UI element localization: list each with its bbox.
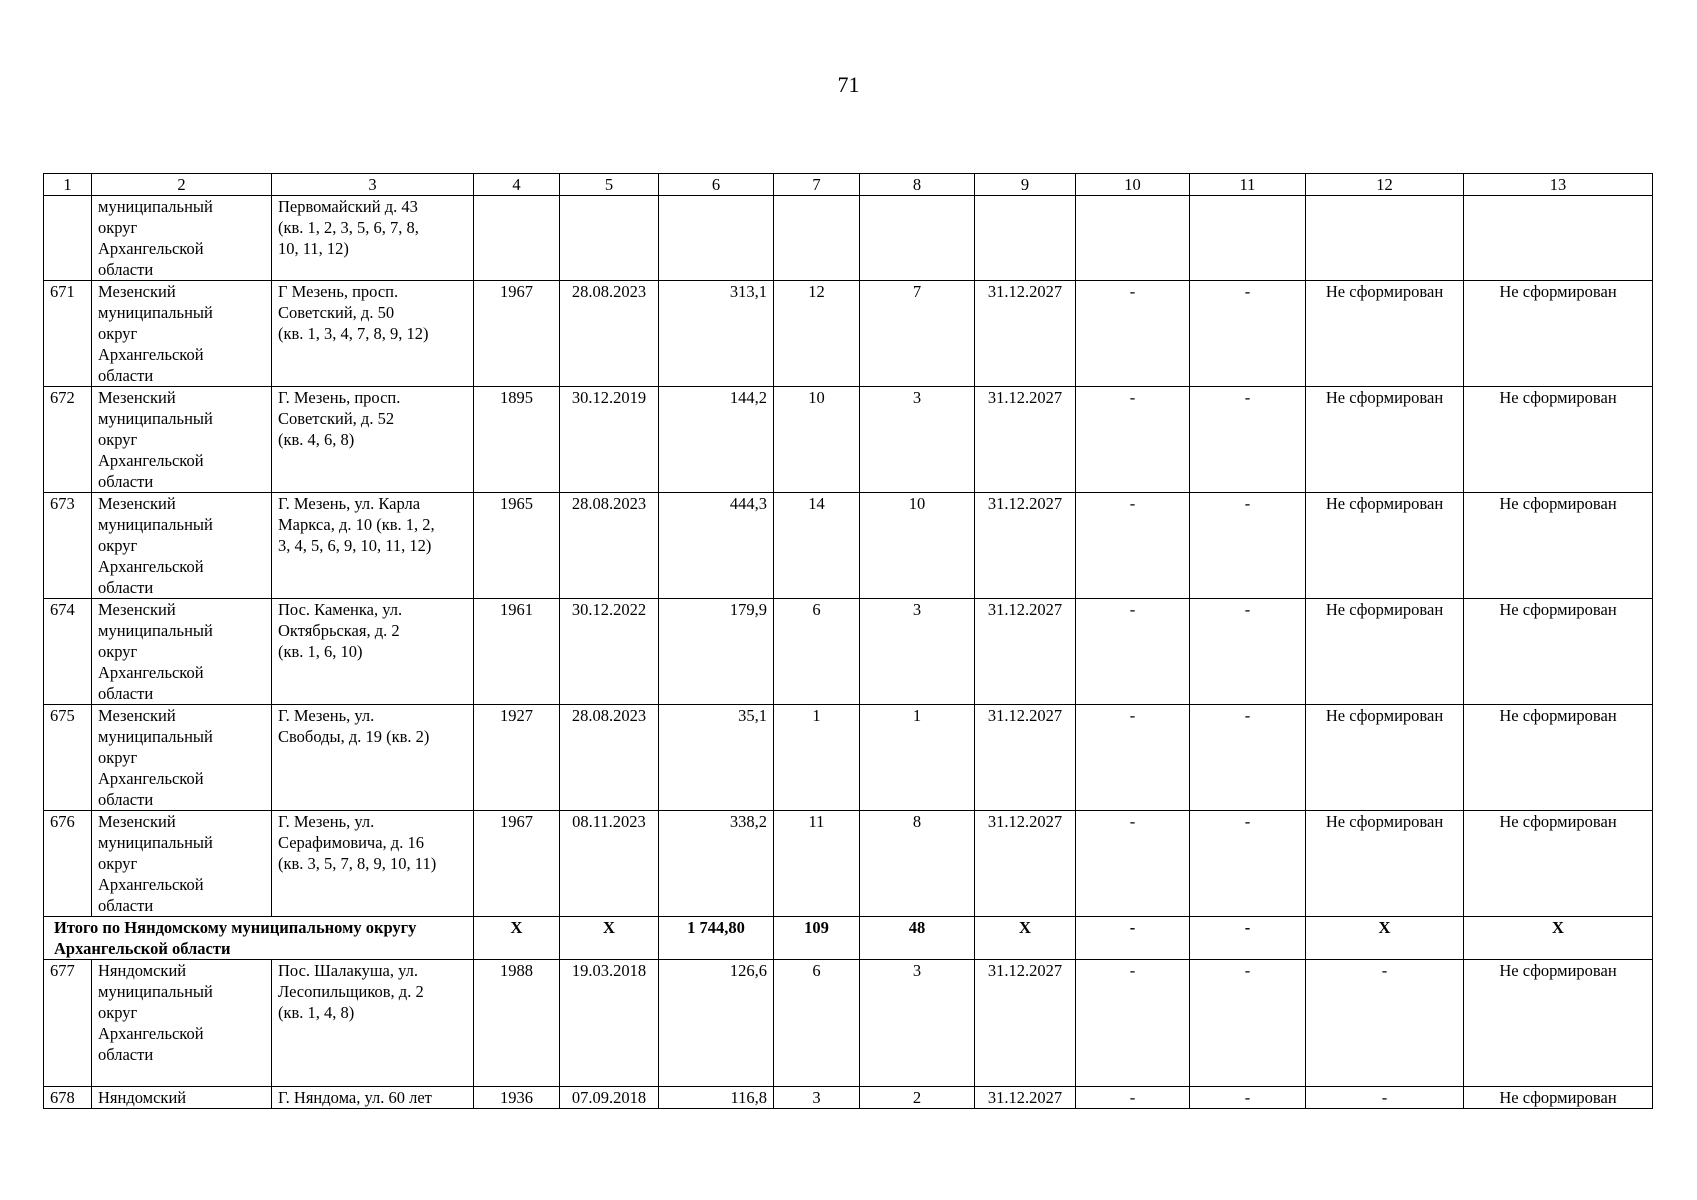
- year-cell: 1967: [474, 281, 560, 387]
- people-cell: 11: [774, 811, 860, 917]
- row-number: 675: [44, 705, 92, 811]
- col12-cell: Не сформирован: [1306, 387, 1464, 493]
- year-cell: 1988: [474, 960, 560, 1087]
- address-cell: Г. Мезень, ул. Свободы, д. 19 (кв. 2): [272, 705, 474, 811]
- col12-cell: Не сформирован: [1306, 811, 1464, 917]
- date-cell: 19.03.2018: [560, 960, 659, 1087]
- col13-cell: Не сформирован: [1464, 599, 1653, 705]
- deadline-cell: 31.12.2027: [975, 705, 1076, 811]
- people-cell: 3: [774, 1087, 860, 1109]
- row-number: 673: [44, 493, 92, 599]
- people-cell: 6: [774, 599, 860, 705]
- date-cell: 28.08.2023: [560, 281, 659, 387]
- col12-cell: Не сформирован: [1306, 493, 1464, 599]
- municipality-cell: Мезенский муниципальный округ Архангельской области: [92, 811, 272, 917]
- area-cell: 35,1: [659, 705, 774, 811]
- address-cell: Г Мезень, просп. Советский, д. 50 (кв. 1, 3, 4, 7, 8, 9, 12): [272, 281, 474, 387]
- people-cell: 6: [774, 960, 860, 1087]
- area-cell: 144,2: [659, 387, 774, 493]
- col10-cell: -: [1076, 811, 1190, 917]
- row-number: [44, 196, 92, 281]
- col12-cell: Не сформирован: [1306, 281, 1464, 387]
- table-row: [44, 281, 1653, 387]
- area-cell: 116,8: [659, 1087, 774, 1109]
- municipality-cell: Няндомский: [92, 1087, 272, 1109]
- col10-cell: -: [1076, 493, 1190, 599]
- address-cell: Г. Няндома, ул. 60 лет: [272, 1087, 474, 1109]
- col11-cell: -: [1190, 811, 1306, 917]
- column-header: 7: [774, 174, 860, 196]
- col13-cell: Не сформирован: [1464, 281, 1653, 387]
- col11-cell: -: [1190, 387, 1306, 493]
- col13-cell: Не сформирован: [1464, 387, 1653, 493]
- col10-cell: -: [1076, 1087, 1190, 1109]
- table-row: [44, 1087, 1653, 1109]
- total-col12: X: [1306, 917, 1464, 960]
- total-date: X: [560, 917, 659, 960]
- total-year: X: [474, 917, 560, 960]
- total-row: [44, 917, 1653, 960]
- column-number-row: [44, 174, 1653, 196]
- table-row: [44, 196, 1653, 281]
- table-row: [44, 599, 1653, 705]
- year-cell: 1961: [474, 599, 560, 705]
- col12-cell: Не сформирован: [1306, 599, 1464, 705]
- address-cell: Г. Мезень, ул. Карла Маркса, д. 10 (кв. 1, 2, 3, 4, 5, 6, 9, 10, 11, 12): [272, 493, 474, 599]
- people-cell: 14: [774, 493, 860, 599]
- deadline-cell: 31.12.2027: [975, 811, 1076, 917]
- area-cell: 179,9: [659, 599, 774, 705]
- municipality-cell: Мезенский муниципальный округ Архангельской области: [92, 281, 272, 387]
- deadline-cell: 31.12.2027: [975, 493, 1076, 599]
- column-header: 8: [860, 174, 975, 196]
- column-header: 5: [560, 174, 659, 196]
- col13-cell: Не сформирован: [1464, 1087, 1653, 1109]
- apartments-cell: 3: [860, 387, 975, 493]
- table-row: [44, 493, 1653, 599]
- column-header: 9: [975, 174, 1076, 196]
- municipality-cell: Мезенский муниципальный округ Архангельской области: [92, 599, 272, 705]
- col12-cell: -: [1306, 960, 1464, 1087]
- deadline-cell: 31.12.2027: [975, 281, 1076, 387]
- total-col11: -: [1190, 917, 1306, 960]
- col10-cell: -: [1076, 705, 1190, 811]
- year-cell: 1936: [474, 1087, 560, 1109]
- area-cell: 444,3: [659, 493, 774, 599]
- col13-cell: Не сформирован: [1464, 811, 1653, 917]
- column-header: 3: [272, 174, 474, 196]
- column-header: 6: [659, 174, 774, 196]
- col11-cell: -: [1190, 493, 1306, 599]
- address-cell: Г. Мезень, просп. Советский, д. 52 (кв. 4, 6, 8): [272, 387, 474, 493]
- year-cell: 1965: [474, 493, 560, 599]
- total-deadline: X: [975, 917, 1076, 960]
- column-header: 13: [1464, 174, 1653, 196]
- col11-cell: -: [1190, 1087, 1306, 1109]
- row-number: 677: [44, 960, 92, 1087]
- address-cell: Пос. Шалакуша, ул. Лесопильщиков, д. 2 (кв. 1, 4, 8): [272, 960, 474, 1087]
- col13-cell: Не сформирован: [1464, 960, 1653, 1087]
- year-cell: 1895: [474, 387, 560, 493]
- column-header: 1: [44, 174, 92, 196]
- row-number: 672: [44, 387, 92, 493]
- date-cell: 28.08.2023: [560, 705, 659, 811]
- housing-registry-table: [43, 173, 1653, 1109]
- municipality-cell: Няндомский муниципальный округ Архангельской области: [92, 960, 272, 1087]
- total-col10: -: [1076, 917, 1190, 960]
- date-cell: 30.12.2019: [560, 387, 659, 493]
- people-cell: 12: [774, 281, 860, 387]
- row-number: 674: [44, 599, 92, 705]
- page-number: 71: [837, 72, 860, 97]
- deadline-cell: 31.12.2027: [975, 960, 1076, 1087]
- col10-cell: -: [1076, 599, 1190, 705]
- column-header: 4: [474, 174, 560, 196]
- col11-cell: -: [1190, 960, 1306, 1087]
- apartments-cell: 1: [860, 705, 975, 811]
- area-cell: 338,2: [659, 811, 774, 917]
- row-number: 671: [44, 281, 92, 387]
- col11-cell: -: [1190, 281, 1306, 387]
- total-people: 109: [774, 917, 860, 960]
- column-header: 2: [92, 174, 272, 196]
- apartments-cell: 7: [860, 281, 975, 387]
- column-header: 11: [1190, 174, 1306, 196]
- total-area: 1 744,80: [659, 917, 774, 960]
- apartments-cell: 3: [860, 599, 975, 705]
- date-cell: 07.09.2018: [560, 1087, 659, 1109]
- row-number: 678: [44, 1087, 92, 1109]
- apartments-cell: 2: [860, 1087, 975, 1109]
- total-label: Итого по Няндомскому муниципальному округу Архангельской области: [44, 917, 474, 960]
- people-cell: 10: [774, 387, 860, 493]
- col12-cell: Не сформирован: [1306, 705, 1464, 811]
- col13-cell: Не сформирован: [1464, 493, 1653, 599]
- col10-cell: -: [1076, 281, 1190, 387]
- date-cell: 28.08.2023: [560, 493, 659, 599]
- table-row: [44, 387, 1653, 493]
- date-cell: 30.12.2022: [560, 599, 659, 705]
- total-col13: X: [1464, 917, 1653, 960]
- people-cell: 1: [774, 705, 860, 811]
- column-header: 12: [1306, 174, 1464, 196]
- municipality-cell: Мезенский муниципальный округ Архангельской области: [92, 387, 272, 493]
- apartments-cell: 3: [860, 960, 975, 1087]
- col11-cell: -: [1190, 599, 1306, 705]
- year-cell: 1967: [474, 811, 560, 917]
- column-header: 10: [1076, 174, 1190, 196]
- col12-cell: -: [1306, 1087, 1464, 1109]
- row-number: 676: [44, 811, 92, 917]
- municipality-cell: муниципальный округ Архангельской области: [92, 196, 272, 281]
- municipality-cell: Мезенский муниципальный округ Архангельской области: [92, 705, 272, 811]
- date-cell: 08.11.2023: [560, 811, 659, 917]
- col10-cell: -: [1076, 960, 1190, 1087]
- address-cell: Пос. Каменка, ул. Октябрьская, д. 2 (кв. 1, 6, 10): [272, 599, 474, 705]
- col10-cell: -: [1076, 387, 1190, 493]
- table-row: [44, 811, 1653, 917]
- area-cell: 313,1: [659, 281, 774, 387]
- col13-cell: Не сформирован: [1464, 705, 1653, 811]
- apartments-cell: 8: [860, 811, 975, 917]
- address-cell: Первомайский д. 43 (кв. 1, 2, 3, 5, 6, 7, 8, 10, 11, 12): [272, 196, 474, 281]
- area-cell: 126,6: [659, 960, 774, 1087]
- table-row: [44, 960, 1653, 1087]
- address-cell: Г. Мезень, ул. Серафимовича, д. 16 (кв. 3, 5, 7, 8, 9, 10, 11): [272, 811, 474, 917]
- deadline-cell: 31.12.2027: [975, 1087, 1076, 1109]
- total-apartments: 48: [860, 917, 975, 960]
- municipality-cell: Мезенский муниципальный округ Архангельской области: [92, 493, 272, 599]
- year-cell: 1927: [474, 705, 560, 811]
- deadline-cell: 31.12.2027: [975, 599, 1076, 705]
- apartments-cell: 10: [860, 493, 975, 599]
- col11-cell: -: [1190, 705, 1306, 811]
- table-row: [44, 705, 1653, 811]
- deadline-cell: 31.12.2027: [975, 387, 1076, 493]
